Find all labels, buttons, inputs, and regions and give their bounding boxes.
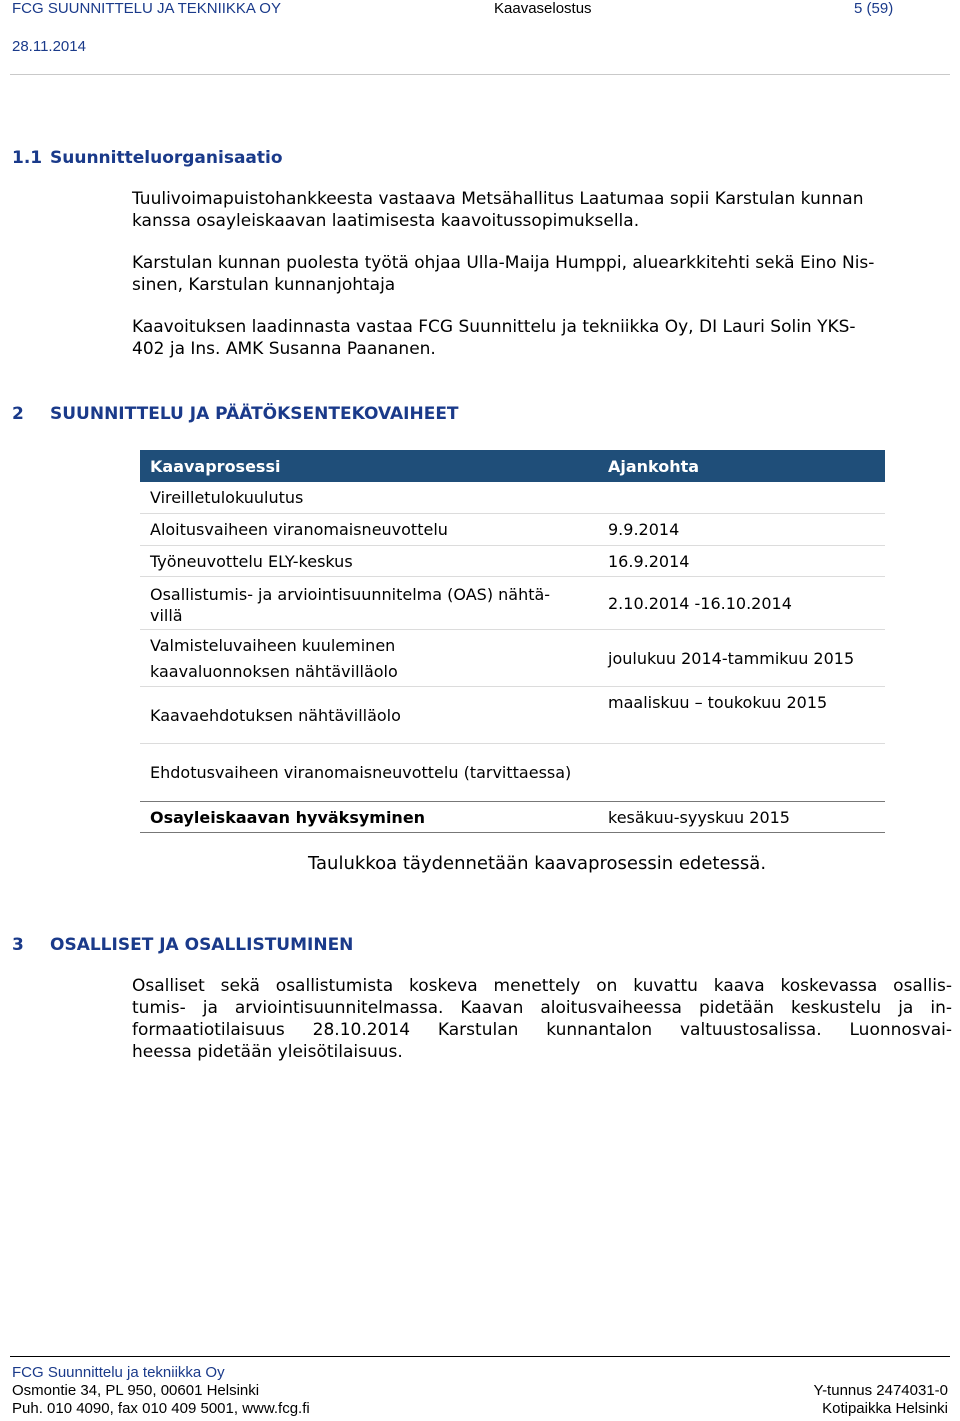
text-line: formaatiotilaisuus 28.10.2014 Karstulan kunnantalon valtuustosalissa. Luonnosvai- [132,1020,952,1040]
row-divider [140,743,885,744]
footer-contact: Puh. 010 4090, fax 010 409 5001, www.fcg.fi [12,1400,310,1417]
header-doc-type: Kaavaselostus [494,0,592,17]
text-line: heessa pidetään yleisötilaisuus. [132,1042,403,1062]
row-divider [140,832,885,833]
table-row-time: 2.10.2014 -16.10.2014 [608,594,792,613]
text-line: 402 ja Ins. AMK Susanna Paananen. [132,339,436,359]
section-2-heading [12,404,459,424]
table-row-time: joulukuu 2014-tammikuu 2015 [608,649,855,668]
table-row-time: 16.9.2014 [608,552,690,571]
header-page-number: 5 (59) [854,0,894,17]
text-line: sinen, Karstulan kunnanjohtaja [132,275,396,295]
text-line: kanssa osayleiskaavan laatimisesta kaavoitussopimuksella. [132,211,640,231]
footer-business-id: Y-tunnus 2474031-0 [813,1382,948,1399]
table-row-process-line2: kaavaluonnoksen nähtävilläolo [150,662,398,681]
table-row-process: Työneuvottelu ELY-keskus [150,552,353,571]
table-row-process-line1: Osallistumis- ja arviointisuunnitelma (OAS) nähtä- [150,585,551,604]
row-divider [140,513,885,514]
table-note: Taulukkoa täydennetään kaavaprosessin edetessä. [308,853,767,874]
section-title: SUUNNITTELU JA PÄÄTÖKSENTEKOVAIHEET [50,404,459,424]
table-row-time: 9.9.2014 [608,520,680,539]
row-divider [140,801,885,802]
table-row-process-line2: villä [150,606,183,625]
table-row-process: Ehdotusvaiheen viranomaisneuvottelu (tarvittaessa) [150,763,572,782]
table-header [140,450,885,482]
footer-divider [10,1356,950,1357]
footer-domicile: Kotipaikka Helsinki [822,1400,948,1417]
table-row-process: Osayleiskaavan hyväksyminen [150,808,426,827]
table-row-time: maaliskuu – toukokuu 2015 [608,693,828,712]
row-divider [140,545,885,546]
header-date: 28.11.2014 [12,38,86,55]
header-company: FCG SUUNNITTELU JA TEKNIIKKA OY [12,0,281,17]
table-row-process: Vireilletulokuulutus [150,488,304,507]
paragraph-organisation [132,188,863,232]
row-divider [140,686,885,687]
paragraph-municipality [132,252,874,296]
table-row-time: kesäkuu-syyskuu 2015 [608,808,790,827]
section-1-1-heading [12,148,283,168]
text-line: Tuulivoimapuistohankkeesta vastaava Metsähallitus Laatumaa sopii Karstulan kunnan [132,189,864,209]
section-title: Suunnitteluorganisaatio [50,148,283,168]
table-row-process: Kaavaehdotuksen nähtävilläolo [150,706,401,725]
row-divider [140,576,885,577]
footer-company: FCG Suunnittelu ja tekniikka Oy [12,1364,225,1381]
table-row-process-line1: Valmisteluvaiheen kuuleminen [150,636,396,655]
column-header-process: Kaavaprosessi [150,457,281,476]
row-divider [140,629,885,630]
paragraph-planners [132,316,856,360]
table-row-process: Aloitusvaiheen viranomaisneuvottelu [150,520,448,539]
text-line: Osalliset sekä osallistumista koskeva menettely on kuvattu kaava koskevassa osallis- [132,976,952,996]
footer-address: Osmontie 34, PL 950, 00601 Helsinki [12,1382,260,1399]
section-number: 2 [12,404,24,424]
paragraph-participants [132,975,952,1063]
text-line: tumis- ja arviointisuunnitelmassa. Kaavan aloitusvaiheessa pidetään keskustelu ja in- [132,998,952,1018]
text-line: Karstulan kunnan puolesta työtä ohjaa Ulla-Maija Humppi, aluearkkitehti sekä Eino Nis- [132,253,875,273]
header-divider [10,74,950,75]
section-number: 1.1 [12,148,43,168]
section-title: OSALLISET JA OSALLISTUMINEN [50,935,354,955]
section-3-heading [12,935,353,955]
section-number: 3 [12,935,24,955]
column-header-time: Ajankohta [608,457,700,476]
text-line: Kaavoituksen laadinnasta vastaa FCG Suunnittelu ja tekniikka Oy, DI Lauri Solin YKS- [132,317,856,337]
